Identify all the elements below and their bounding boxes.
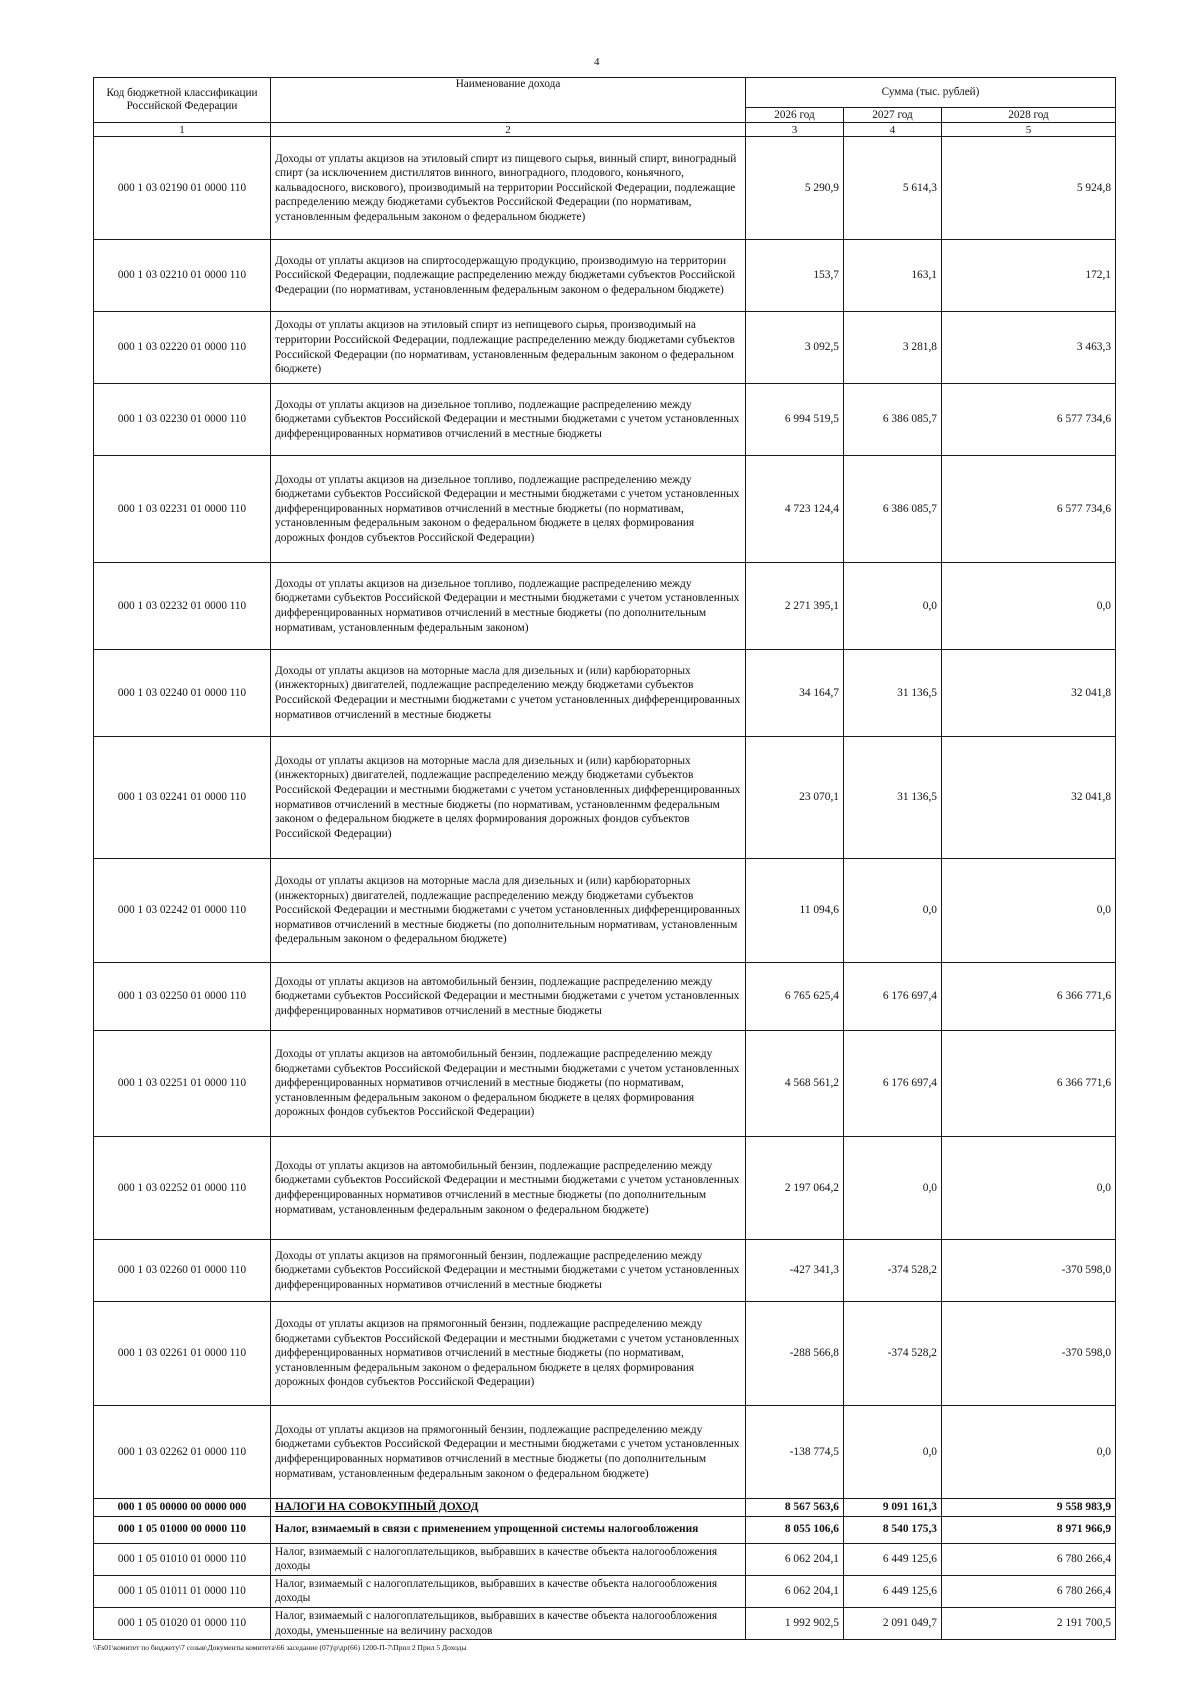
revenue-name-cell bbox=[271, 650, 746, 737]
table-row bbox=[94, 1607, 1116, 1639]
table-row bbox=[94, 1031, 1116, 1137]
budget-code-cell bbox=[94, 1516, 271, 1543]
revenue-name-text: Доходы от уплаты акцизов на дизельное топливо, подлежащие распределению между бюджетами субъектов Российской Федерации и местными бюджетами с учетом установленных дифференцированных нормативов отчислений в местные бюджеты bbox=[275, 398, 740, 440]
budget-code-text: 000 1 03 02240 01 0000 110 bbox=[117, 686, 247, 699]
amount-2026-cell bbox=[746, 1543, 844, 1575]
amount-2028-cell bbox=[942, 737, 1116, 859]
column-number: 2 bbox=[271, 123, 746, 137]
revenue-name-text: Налог, взимаемый с налогоплательщиков, выбравших в качестве объекта налогообложения доходы, уменьшенные на величину расходов bbox=[275, 1609, 718, 1637]
amount-2026-text: 2 197 064,2 bbox=[784, 1181, 839, 1194]
amount-2026-text: 5 290,9 bbox=[804, 181, 839, 194]
amount-2028-text: 8 971 966,9 bbox=[1056, 1523, 1112, 1536]
amount-2028-text: 3 463,3 bbox=[1076, 341, 1112, 354]
revenue-name-text: Налог, взимаемый с налогоплательщиков, выбравших в качестве объекта налогообложения доходы bbox=[275, 1545, 718, 1573]
revenue-name-text: Доходы от уплаты акцизов на прямогонный бензин, подлежащие распределению между бюджетами субъектов Российской Федерации и местными бюджетами с учетом установленных дифференцированных нормативов отчислений в местные бюджеты (по нормативам, установленным федеральным законом о федеральном бюджете в целях формирования дорожных фондов субъектов Российской Федерации) bbox=[275, 1318, 740, 1389]
amount-2028-text: 0,0 bbox=[1096, 599, 1112, 612]
amount-2028-cell bbox=[942, 859, 1116, 963]
amount-2027-cell bbox=[844, 1516, 942, 1543]
amount-2026-text: 153,7 bbox=[813, 269, 839, 282]
revenue-name-cell bbox=[271, 312, 746, 384]
amount-2026-cell bbox=[746, 737, 844, 859]
table-row bbox=[94, 240, 1116, 312]
amount-2028-text: 32 041,8 bbox=[1071, 686, 1112, 699]
amount-2028-cell bbox=[942, 963, 1116, 1031]
header-row bbox=[94, 78, 1116, 108]
page-number: 4 bbox=[594, 56, 600, 68]
amount-2027-cell bbox=[844, 456, 942, 563]
revenue-name-cell bbox=[271, 137, 746, 240]
revenue-name-cell bbox=[271, 384, 746, 456]
amount-2027-cell bbox=[844, 1031, 942, 1137]
amount-2027-cell bbox=[844, 312, 942, 384]
budget-code-cell bbox=[94, 859, 271, 963]
amount-2026-text: 4 568 561,2 bbox=[784, 1077, 839, 1090]
amount-2026-text: -138 774,5 bbox=[789, 1445, 839, 1458]
amount-2026-cell bbox=[746, 1137, 844, 1240]
amount-2028-cell bbox=[942, 650, 1116, 737]
budget-code-cell bbox=[94, 563, 271, 650]
amount-2027-cell bbox=[844, 137, 942, 240]
budget-code-cell bbox=[94, 1031, 271, 1137]
revenue-name-cell bbox=[271, 1137, 746, 1240]
revenue-name-text: Доходы от уплаты акцизов на моторные масла для дизельных и (или) карбюраторных (инжекторных) двигателей, подлежащие распределению между бюджетами субъектов Российской Федерации и местными бюджетами с учетом установленных дифференцированных нормативов отчислений в местные бюджеты bbox=[275, 664, 741, 721]
table-row bbox=[94, 312, 1116, 384]
amount-2027-text: -374 528,2 bbox=[887, 1347, 937, 1360]
revenue-name-cell bbox=[271, 1607, 746, 1639]
amount-2027-text: 0,0 bbox=[922, 904, 937, 917]
amount-2028-text: 2 191 700,5 bbox=[1056, 1617, 1112, 1630]
amount-2027-text: 31 136,5 bbox=[897, 686, 937, 699]
budget-code-text: 000 1 05 01010 01 0000 110 bbox=[117, 1552, 247, 1565]
amount-2026-text: -427 341,3 bbox=[789, 1264, 839, 1277]
table-row bbox=[94, 384, 1116, 456]
amount-2028-text: 172,1 bbox=[1085, 269, 1112, 282]
table-row bbox=[94, 1302, 1116, 1406]
amount-2028-text: 6 577 734,6 bbox=[1056, 413, 1112, 426]
amount-2027-text: 3 281,8 bbox=[902, 341, 937, 354]
revenue-name-cell bbox=[271, 1499, 746, 1517]
budget-code-text: 000 1 03 02251 01 0000 110 bbox=[117, 1077, 247, 1090]
budget-code-text: 000 1 03 02260 01 0000 110 bbox=[117, 1264, 247, 1277]
amount-2026-cell bbox=[746, 1240, 844, 1302]
budget-code-cell bbox=[94, 456, 271, 563]
amount-2027-cell bbox=[844, 963, 942, 1031]
amount-2026-cell bbox=[746, 1031, 844, 1137]
amount-2028-cell bbox=[942, 563, 1116, 650]
column-number: 4 bbox=[844, 123, 942, 137]
amount-2028-cell bbox=[942, 240, 1116, 312]
amount-2027-text: 31 136,5 bbox=[897, 791, 937, 804]
amount-2026-text: 6 062 204,1 bbox=[784, 1552, 839, 1565]
amount-2027-cell bbox=[844, 1607, 942, 1639]
table-row bbox=[94, 563, 1116, 650]
amount-2028-text: 0,0 bbox=[1096, 1181, 1112, 1194]
amount-2027-text: 6 449 125,6 bbox=[882, 1585, 937, 1598]
revenue-name-cell bbox=[271, 859, 746, 963]
table-row bbox=[94, 650, 1116, 737]
revenue-name-text: Доходы от уплаты акцизов на прямогонный бензин, подлежащие распределению между бюджетами субъектов Российской Федерации и местными бюджетами с учетом установленных дифференцированных нормативов отчислений в местные бюджеты bbox=[275, 1249, 740, 1291]
revenue-name-text: Доходы от уплаты акцизов на спиртосодержащую продукцию, производимую на территории Российской Федерации, подлежащие распределению между бюджетами субъектов Российской Федерации (по нормативам, установленным федеральным законом о федеральном бюджете) bbox=[275, 254, 736, 296]
amount-2026-cell bbox=[746, 384, 844, 456]
header-year-2027: 2027 год bbox=[844, 108, 942, 123]
budget-code-text: 000 1 03 02262 01 0000 110 bbox=[117, 1445, 247, 1458]
revenue-name-cell bbox=[271, 1031, 746, 1137]
amount-2027-cell bbox=[844, 650, 942, 737]
budget-code-cell bbox=[94, 1575, 271, 1607]
budget-code-text: 000 1 05 01011 01 0000 110 bbox=[118, 1585, 246, 1598]
amount-2028-text: 9 558 983,9 bbox=[1056, 1501, 1112, 1513]
amount-2028-cell bbox=[942, 456, 1116, 563]
amount-2026-cell bbox=[746, 963, 844, 1031]
amount-2026-text: 6 994 519,5 bbox=[784, 413, 839, 426]
header-year-2026: 2026 год bbox=[746, 108, 844, 123]
budget-code-text: 000 1 03 02250 01 0000 110 bbox=[117, 990, 247, 1003]
budget-code-text: 000 1 03 02241 01 0000 110 bbox=[117, 791, 247, 804]
amount-2027-cell bbox=[844, 1240, 942, 1302]
budget-code-cell bbox=[94, 1607, 271, 1639]
column-numbers-row bbox=[94, 123, 1116, 137]
amount-2028-text: 6 366 771,6 bbox=[1056, 1077, 1112, 1090]
amount-2028-cell bbox=[942, 137, 1116, 240]
amount-2027-text: 6 449 125,6 bbox=[882, 1552, 937, 1565]
amount-2028-cell bbox=[942, 1137, 1116, 1240]
table-row bbox=[94, 1499, 1116, 1517]
amount-2026-cell bbox=[746, 312, 844, 384]
amount-2027-cell bbox=[844, 859, 942, 963]
revenue-name-cell bbox=[271, 456, 746, 563]
amount-2026-text: -288 566,8 bbox=[789, 1347, 839, 1360]
amount-2027-text: 6 386 085,7 bbox=[882, 413, 937, 426]
amount-2028-text: 0,0 bbox=[1096, 1445, 1112, 1458]
amount-2028-cell bbox=[942, 1302, 1116, 1406]
budget-code-text: 000 1 03 02232 01 0000 110 bbox=[117, 599, 247, 612]
revenue-name-cell bbox=[271, 1543, 746, 1575]
amount-2026-text: 11 094,6 bbox=[799, 904, 839, 917]
budget-code-cell bbox=[94, 1137, 271, 1240]
revenue-table bbox=[93, 77, 1116, 1640]
amount-2027-text: 9 091 161,3 bbox=[882, 1501, 937, 1513]
header-year-2028: 2028 год bbox=[942, 108, 1116, 123]
table-row bbox=[94, 1137, 1116, 1240]
amount-2027-cell bbox=[844, 1302, 942, 1406]
revenue-name-cell bbox=[271, 963, 746, 1031]
budget-code-text: 000 1 03 02230 01 0000 110 bbox=[117, 413, 247, 426]
table-row bbox=[94, 1406, 1116, 1499]
amount-2028-cell bbox=[942, 1031, 1116, 1137]
budget-code-cell bbox=[94, 1543, 271, 1575]
amount-2027-cell bbox=[844, 1543, 942, 1575]
budget-code-text: 000 1 03 02231 01 0000 110 bbox=[117, 502, 247, 515]
amount-2028-text: 6 780 266,4 bbox=[1056, 1585, 1112, 1598]
amount-2026-text: 1 992 902,5 bbox=[784, 1617, 839, 1630]
amount-2026-text: 2 271 395,1 bbox=[784, 599, 839, 612]
amount-2027-text: 5 614,3 bbox=[902, 181, 937, 194]
budget-code-cell bbox=[94, 1499, 271, 1517]
column-number: 1 bbox=[94, 123, 271, 137]
amount-2027-text: 0,0 bbox=[922, 1445, 937, 1458]
amount-2028-cell bbox=[942, 1575, 1116, 1607]
amount-2026-cell bbox=[746, 1575, 844, 1607]
amount-2028-cell bbox=[942, 1516, 1116, 1543]
budget-code-cell bbox=[94, 1302, 271, 1406]
amount-2026-text: 23 070,1 bbox=[799, 791, 839, 804]
amount-2028-text: 6 577 734,6 bbox=[1056, 502, 1112, 515]
amount-2027-cell bbox=[844, 1499, 942, 1517]
amount-2027-text: 6 176 697,4 bbox=[882, 990, 937, 1003]
revenue-name-cell bbox=[271, 1406, 746, 1499]
amount-2027-text: 163,1 bbox=[911, 269, 937, 282]
amount-2026-cell bbox=[746, 1607, 844, 1639]
budget-code-cell bbox=[94, 1406, 271, 1499]
budget-code-text: 000 1 03 02220 01 0000 110 bbox=[117, 341, 247, 354]
amount-2026-cell bbox=[746, 563, 844, 650]
revenue-name-text: Доходы от уплаты акцизов на дизельное топливо, подлежащие распределению между бюджетами субъектов Российской Федерации и местными бюджетами с учетом установленных дифференцированных нормативов отчислений в местные бюджеты (по дополнительным нормативам, установленным федеральным законом) bbox=[275, 577, 740, 634]
amount-2027-text: 8 540 175,3 bbox=[882, 1523, 937, 1536]
budget-code-text: 000 1 05 01000 00 0000 110 bbox=[117, 1523, 247, 1536]
amount-2026-text: 34 164,7 bbox=[799, 686, 839, 699]
amount-2026-cell bbox=[746, 1302, 844, 1406]
amount-2028-cell bbox=[942, 1240, 1116, 1302]
revenue-name-text: Доходы от уплаты акцизов на дизельное топливо, подлежащие распределению между бюджетами субъектов Российской Федерации и местными бюджетами с учетом установленных дифференцированных нормативов отчислений в местные бюджеты (по нормативам, установленным федеральным законом о федеральном бюджете в целях формирования дорожных фондов субъектов Российской Федерации) bbox=[275, 473, 740, 544]
amount-2028-text: 0,0 bbox=[1096, 904, 1112, 917]
budget-code-cell bbox=[94, 1240, 271, 1302]
amount-2027-text: -374 528,2 bbox=[887, 1264, 937, 1277]
table-row bbox=[94, 1575, 1116, 1607]
amount-2028-cell bbox=[942, 384, 1116, 456]
amount-2028-cell bbox=[942, 1499, 1116, 1517]
table-row bbox=[94, 1516, 1116, 1543]
amount-2027-text: 0,0 bbox=[922, 599, 937, 612]
amount-2028-text: -370 598,0 bbox=[1061, 1264, 1112, 1277]
amount-2026-text: 3 092,5 bbox=[804, 341, 839, 354]
amount-2027-cell bbox=[844, 384, 942, 456]
table-row bbox=[94, 137, 1116, 240]
amount-2026-text: 6 765 625,4 bbox=[784, 990, 839, 1003]
amount-2027-cell bbox=[844, 1137, 942, 1240]
amount-2027-cell bbox=[844, 1575, 942, 1607]
budget-code-cell bbox=[94, 312, 271, 384]
revenue-name-cell bbox=[271, 1575, 746, 1607]
header-code: Код бюджетной классификации Российской Федерации bbox=[94, 78, 271, 123]
amount-2028-text: 6 366 771,6 bbox=[1056, 990, 1112, 1003]
amount-2027-text: 0,0 bbox=[922, 1181, 937, 1194]
revenue-name-cell bbox=[271, 1302, 746, 1406]
amount-2028-cell bbox=[942, 1406, 1116, 1499]
budget-code-text: 000 1 03 02252 01 0000 110 bbox=[117, 1181, 247, 1194]
budget-code-text: 000 1 03 02210 01 0000 110 bbox=[117, 269, 247, 282]
column-number: 5 bbox=[942, 123, 1116, 137]
amount-2027-cell bbox=[844, 563, 942, 650]
budget-code-cell bbox=[94, 963, 271, 1031]
revenue-name-cell bbox=[271, 1516, 746, 1543]
revenue-name-text: НАЛОГИ НА СОВОКУПНЫЙ ДОХОД bbox=[275, 1501, 479, 1513]
amount-2027-cell bbox=[844, 1406, 942, 1499]
amount-2028-cell bbox=[942, 312, 1116, 384]
amount-2026-text: 8 567 563,6 bbox=[784, 1501, 839, 1513]
amount-2027-text: 6 176 697,4 bbox=[882, 1077, 937, 1090]
revenue-name-text: Доходы от уплаты акцизов на моторные масла для дизельных и (или) карбюраторных (инжекторных) двигателей, подлежащие распределению между бюджетами субъектов Российской Федерации и местными бюджетами с учетом установленных дифференцированных нормативов отчислений в местные бюджеты (по дополнительным нормативам, установленным федеральным законом о федеральном бюджете) bbox=[275, 875, 741, 946]
amount-2026-text: 8 055 106,6 bbox=[784, 1523, 839, 1536]
revenue-name-text: Доходы от уплаты акцизов на автомобильный бензин, подлежащие распределению между бюджетами субъектов Российской Федерации и местными бюджетами с учетом установленных дифференцированных нормативов отчислений в местные бюджеты bbox=[275, 975, 740, 1017]
table-row bbox=[94, 859, 1116, 963]
amount-2026-cell bbox=[746, 1406, 844, 1499]
revenue-name-cell bbox=[271, 737, 746, 859]
table-row bbox=[94, 963, 1116, 1031]
table-row bbox=[94, 1543, 1116, 1575]
amount-2028-cell bbox=[942, 1543, 1116, 1575]
revenue-name-text: Доходы от уплаты акцизов на этиловый спирт из пищевого сырья, винный спирт, виноградный спирт (за исключением дистиллятов винного, виноградного, плодового, коньячного, кальвадосного, вискового), производимый на территории Российской Федерации, подлежащие распределению между бюджетами субъектов Российской Федерации (по нормативам, установленным федеральным законом о федеральном бюджете) bbox=[275, 152, 737, 223]
revenue-name-text: Доходы от уплаты акцизов на автомобильный бензин, подлежащие распределению между бюджетами субъектов Российской Федерации и местными бюджетами с учетом установленных дифференцированных нормативов отчислений в местные бюджеты (по нормативам, установленным федеральным законом о федеральном бюджете в целях формирования дорожных фондов субъектов Российской Федерации) bbox=[275, 1048, 740, 1119]
amount-2027-text: 6 386 085,7 bbox=[882, 502, 937, 515]
budget-code-text: 000 1 03 02242 01 0000 110 bbox=[117, 904, 247, 917]
budget-code-cell bbox=[94, 650, 271, 737]
amount-2027-text: 2 091 049,7 bbox=[882, 1617, 937, 1630]
amount-2026-cell bbox=[746, 137, 844, 240]
amount-2027-cell bbox=[844, 240, 942, 312]
amount-2028-text: -370 598,0 bbox=[1061, 1347, 1112, 1360]
amount-2026-cell bbox=[746, 1516, 844, 1543]
budget-code-text: 000 1 05 01020 01 0000 110 bbox=[117, 1617, 247, 1630]
table-row bbox=[94, 1240, 1116, 1302]
amount-2028-text: 32 041,8 bbox=[1071, 791, 1112, 804]
budget-code-cell bbox=[94, 384, 271, 456]
table-row bbox=[94, 737, 1116, 859]
amount-2026-cell bbox=[746, 1499, 844, 1517]
revenue-name-cell bbox=[271, 563, 746, 650]
revenue-name-text: Налог, взимаемый с налогоплательщиков, выбравших в качестве объекта налогообложения доходы bbox=[275, 1577, 718, 1605]
amount-2028-text: 5 924,8 bbox=[1076, 181, 1112, 194]
budget-code-text: 000 1 03 02261 01 0000 110 bbox=[117, 1347, 247, 1360]
header-name: Наименование дохода bbox=[271, 78, 746, 123]
revenue-name-cell bbox=[271, 1240, 746, 1302]
revenue-name-text: Доходы от уплаты акцизов на моторные масла для дизельных и (или) карбюраторных (инжекторных) двигателей, подлежащие распределению между бюджетами субъектов Российской Федерации и местными бюджетами с учетом установленных дифференцированных нормативов отчислений в местные бюджеты (по нормативам, установленнмм федеральным законом о федеральном бюджете в целях формирования дорожных фондов субъектов Российской Федерации) bbox=[275, 754, 741, 840]
footer-file-path: \\Fs01\комитет по бюджету\7 созыв\Документы комитета\66 заседание (07)\р\др(66) 1200-П-7\Прил 2 Прил 5 Доходы bbox=[93, 1643, 467, 1652]
amount-2026-text: 6 062 204,1 bbox=[784, 1585, 839, 1598]
budget-code-cell bbox=[94, 737, 271, 859]
budget-code-cell bbox=[94, 240, 271, 312]
revenue-name-cell bbox=[271, 240, 746, 312]
budget-code-text: 000 1 03 02190 01 0000 110 bbox=[117, 181, 247, 194]
amount-2028-text: 6 780 266,4 bbox=[1056, 1552, 1112, 1565]
revenue-name-text: Доходы от уплаты акцизов на автомобильный бензин, подлежащие распределению между бюджетами субъектов Российской Федерации и местными бюджетами с учетом установленных дифференцированных нормативов отчислений в местные бюджеты (по дополнительным нормативам, установленным федеральным законом о федеральном бюджете) bbox=[275, 1159, 740, 1216]
table-row bbox=[94, 456, 1116, 563]
revenue-name-text: Налог, взимаемый в связи с применением упрощенной системы налогообложения bbox=[275, 1523, 699, 1536]
amount-2028-cell bbox=[942, 1607, 1116, 1639]
amount-2026-text: 4 723 124,4 bbox=[784, 502, 839, 515]
amount-2026-cell bbox=[746, 240, 844, 312]
budget-code-text: 000 1 05 00000 00 0000 000 bbox=[117, 1501, 247, 1513]
budget-code-cell bbox=[94, 137, 271, 240]
amount-2026-cell bbox=[746, 456, 844, 563]
amount-2027-cell bbox=[844, 737, 942, 859]
header-sum: Сумма (тыс. рублей) bbox=[746, 78, 1116, 108]
amount-2026-cell bbox=[746, 650, 844, 737]
column-number: 3 bbox=[746, 123, 844, 137]
revenue-name-text: Доходы от уплаты акцизов на прямогонный бензин, подлежащие распределению между бюджетами субъектов Российской Федерации и местными бюджетами с учетом установленных дифференцированных нормативов отчислений в местные бюджеты (по дополнительным нормативам, установленным федеральным законом о федеральном бюджете) bbox=[275, 1423, 740, 1480]
revenue-name-text: Доходы от уплаты акцизов на этиловый спирт из непищевого сырья, производимый на территории Российской Федерации, подлежащие распределению между бюджетами субъектов Российской Федерации (по нормативам, установленным федеральным законом о федеральном бюджете) bbox=[275, 319, 735, 376]
amount-2026-cell bbox=[746, 859, 844, 963]
